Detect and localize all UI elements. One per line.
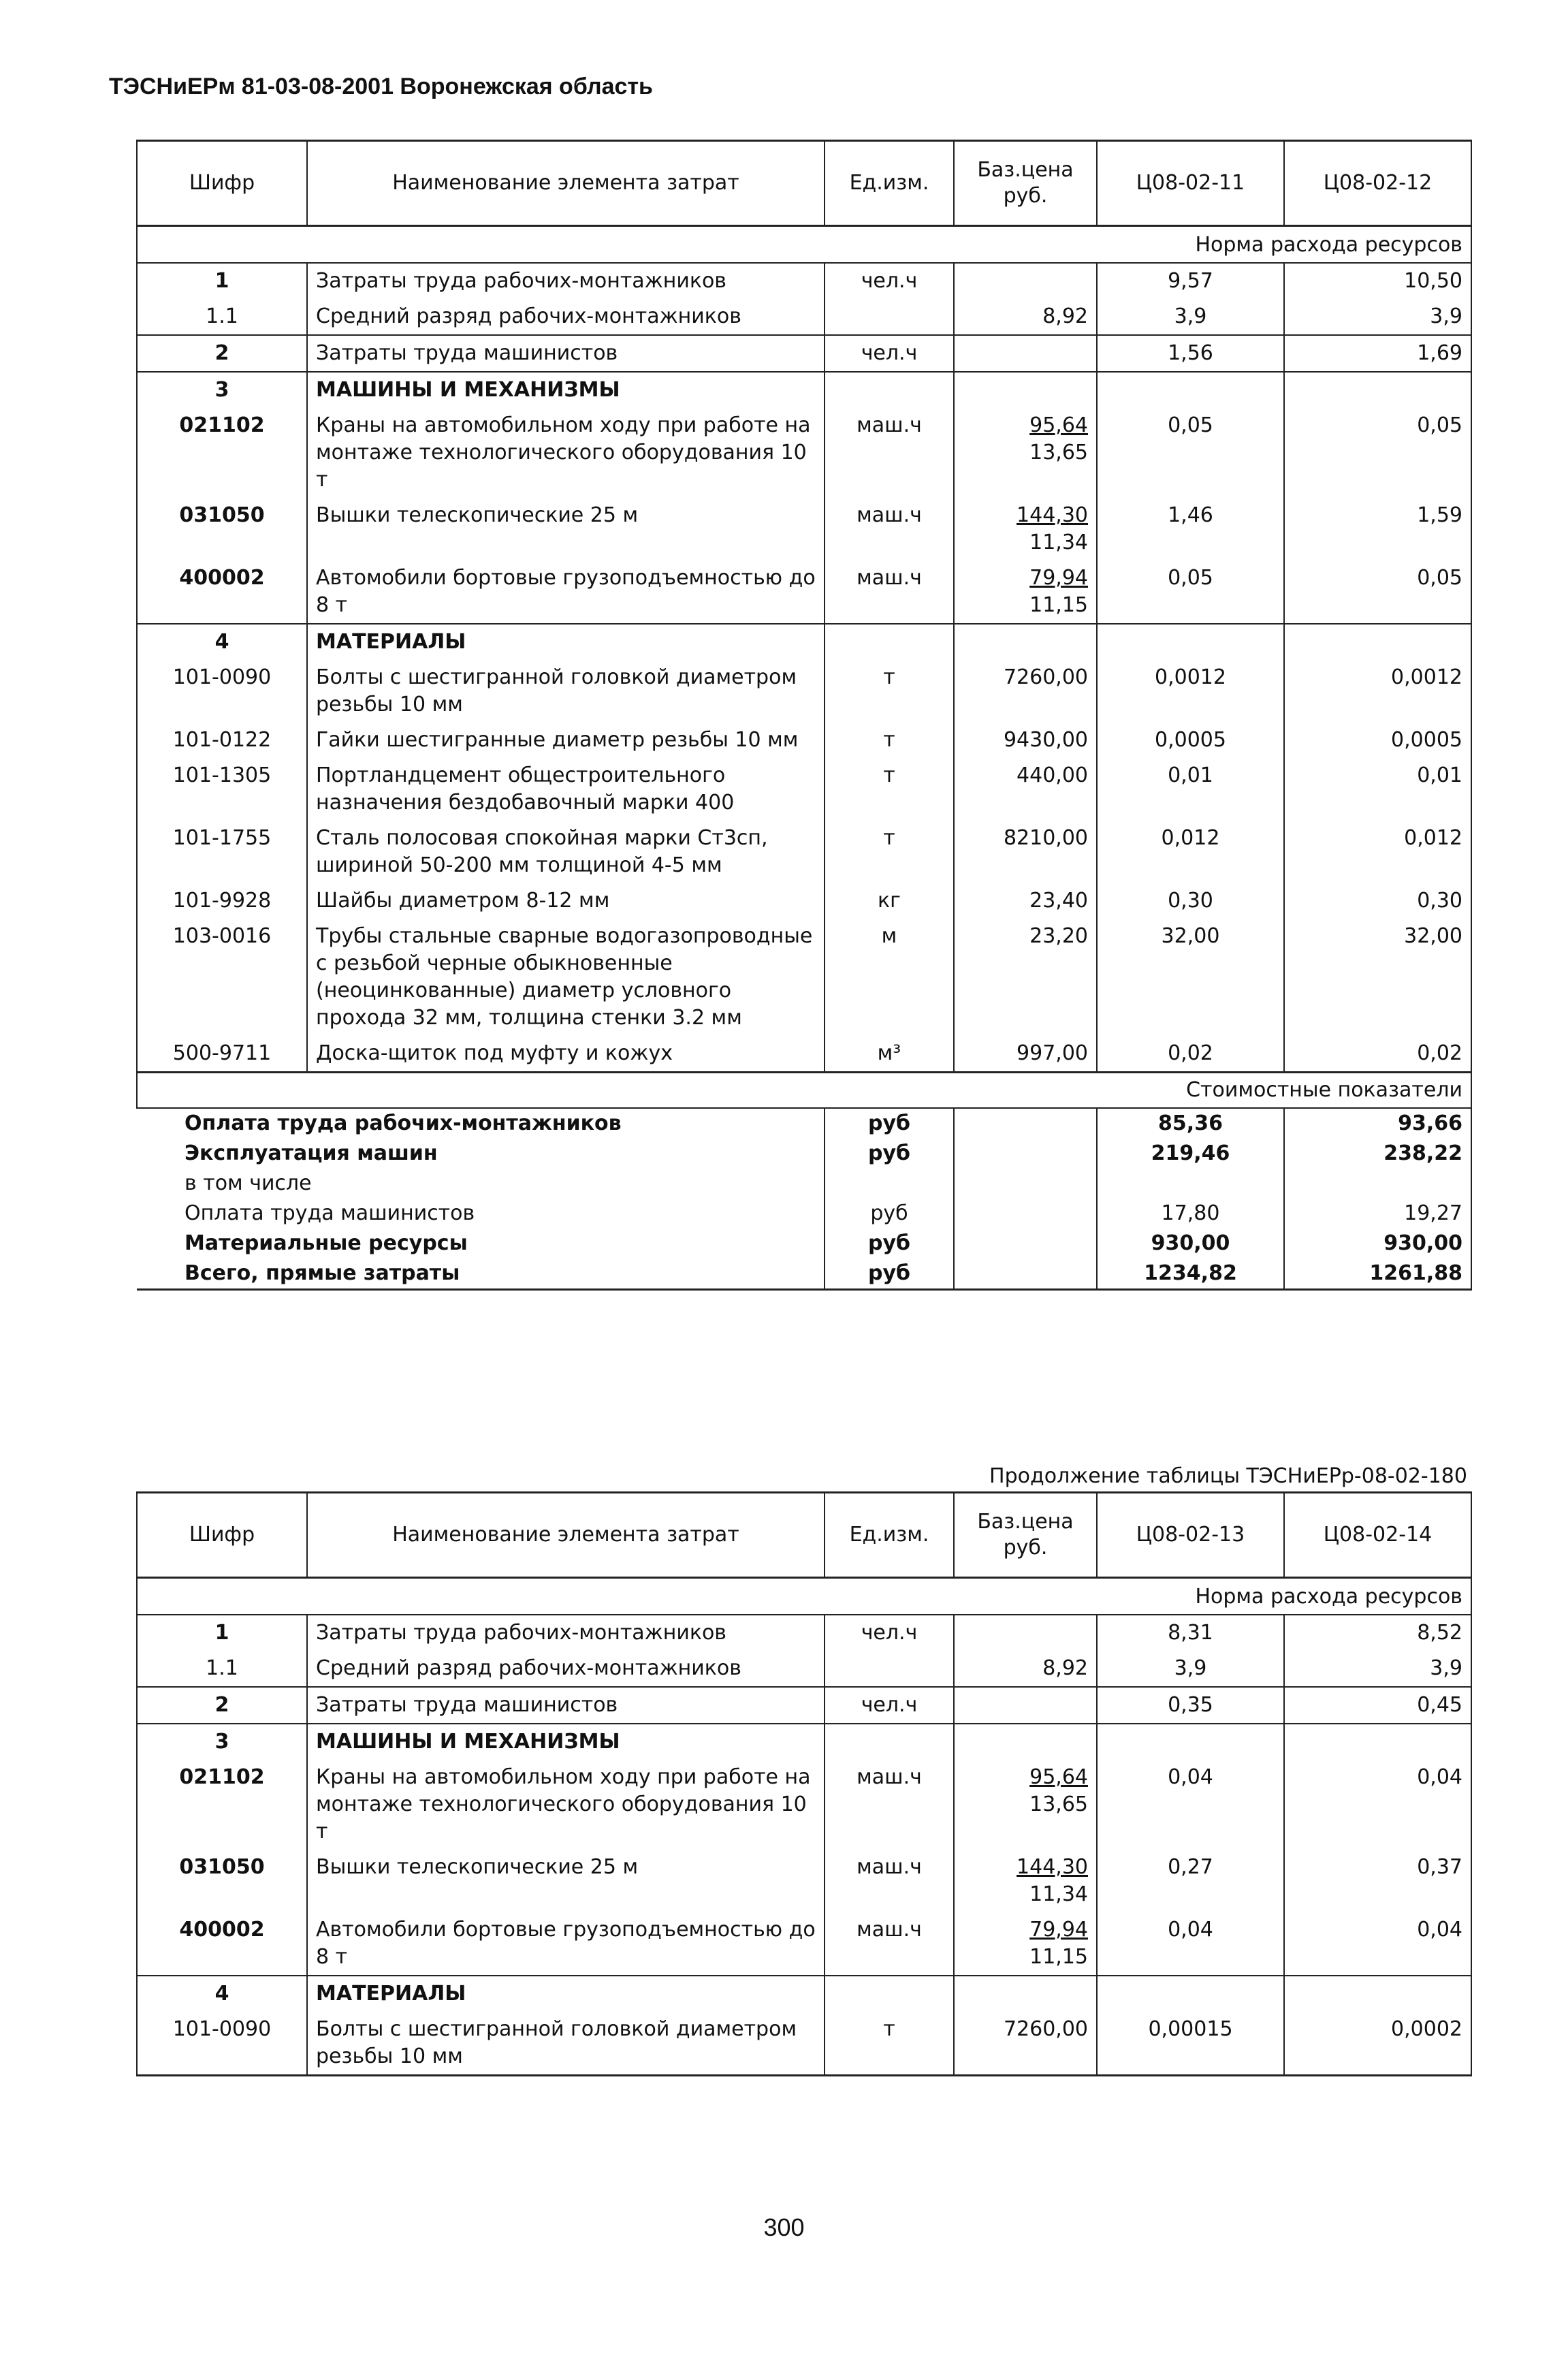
table-row: [137, 1912, 1471, 1976]
table-body: [137, 263, 1471, 1073]
cell-norm-2: 0,02: [1284, 1036, 1471, 1073]
table-row: [137, 263, 1471, 299]
summary-price: [954, 1139, 1097, 1169]
price-secondary: 13,65: [1029, 1792, 1088, 1816]
cell-code: 101-1305: [137, 758, 307, 821]
cell-norm-1: [1097, 624, 1284, 660]
cell-code: 101-0122: [137, 723, 307, 758]
price-value: 8210,00: [1003, 826, 1088, 850]
cell-name: Краны на автомобильном ходу при работе на монтаже технологического оборудования 10 т: [307, 408, 825, 498]
summary-price: [954, 1169, 1097, 1199]
cell-name: Шайбы диаметром 8-12 мм: [307, 883, 825, 919]
cell-norm-1: 1,56: [1097, 335, 1284, 372]
cell-norm-2: 3,9: [1284, 299, 1471, 335]
cell-price: [954, 758, 1097, 821]
cell-unit: маш.ч: [825, 1912, 954, 1976]
cell-norm-1: [1097, 1976, 1284, 2012]
cell-unit: чел.ч: [825, 1615, 954, 1651]
table-row: [137, 883, 1471, 919]
cell-name: Затраты труда машинистов: [307, 1687, 825, 1724]
summary-unit: руб: [825, 1139, 954, 1169]
summary-value-1: 219,46: [1097, 1139, 1284, 1169]
cell-unit: чел.ч: [825, 1687, 954, 1724]
table-row: [137, 408, 1471, 498]
price-value: 7260,00: [1003, 665, 1088, 689]
cell-norm-2: 0,04: [1284, 1912, 1471, 1976]
cell-unit: т: [825, 758, 954, 821]
cell-code: 1.1: [137, 1651, 307, 1687]
cell-code: 031050: [137, 498, 307, 560]
summary-unit: руб: [825, 1229, 954, 1259]
cell-name: МАШИНЫ И МЕХАНИЗМЫ: [307, 1724, 825, 1760]
cell-code: 4: [137, 624, 307, 660]
summary-unit: руб: [825, 1108, 954, 1139]
cell-name: Средний разряд рабочих-монтажников: [307, 1651, 825, 1687]
table-row: [137, 1651, 1471, 1687]
norm-header-row: [137, 1578, 1471, 1615]
summary-row: [137, 1139, 1471, 1169]
cell-code: 031050: [137, 1850, 307, 1912]
cell-norm-2: 0,01: [1284, 758, 1471, 821]
summary-row: [137, 1259, 1471, 1290]
col-header-norm-2: Ц08-02-14: [1284, 1493, 1471, 1578]
cell-norm-2: [1284, 624, 1471, 660]
summary-value-2: 930,00: [1284, 1229, 1471, 1259]
cell-price: [954, 498, 1097, 560]
table-row: [137, 1724, 1471, 1760]
cell-code: 3: [137, 1724, 307, 1760]
summary-row: [137, 1199, 1471, 1229]
cell-code: 1.1: [137, 299, 307, 335]
summary-label: в том числе: [137, 1169, 825, 1199]
cell-price: [954, 1912, 1097, 1976]
continuation-caption: Продолжение таблицы ТЭСНиЕРр-08-02-180: [989, 1464, 1467, 1488]
cell-price: [954, 1850, 1097, 1912]
col-header-norm-1: Ц08-02-11: [1097, 141, 1284, 226]
estimate-table-2: [136, 1491, 1472, 2076]
price-value: 79,94: [1029, 566, 1088, 590]
cell-norm-2: 10,50: [1284, 263, 1471, 299]
page-number: 300: [763, 2213, 805, 2241]
cell-code: 103-0016: [137, 919, 307, 1036]
cell-price: [954, 372, 1097, 408]
table-row: [137, 335, 1471, 372]
price-value: 144,30: [1017, 503, 1088, 527]
table-row: [137, 299, 1471, 335]
cell-price: [954, 1687, 1097, 1724]
table-row: [137, 758, 1471, 821]
cell-norm-1: 0,02: [1097, 1036, 1284, 1073]
cell-unit: [825, 1724, 954, 1760]
table-row: [137, 821, 1471, 883]
cell-unit: [825, 1976, 954, 2012]
cell-price: [954, 624, 1097, 660]
cell-code: 101-0090: [137, 660, 307, 723]
norm-header-row: [137, 226, 1471, 264]
cell-norm-1: 0,01: [1097, 758, 1284, 821]
cell-name: Гайки шестигранные диаметр резьбы 10 мм: [307, 723, 825, 758]
summary-value-2: 1261,88: [1284, 1259, 1471, 1290]
cell-norm-1: 0,04: [1097, 1760, 1284, 1850]
price-value: 7260,00: [1003, 2017, 1088, 2041]
price-value: 79,94: [1029, 1918, 1088, 1942]
cell-norm-2: 1,59: [1284, 498, 1471, 560]
price-secondary: 11,34: [1029, 1882, 1088, 1906]
table-header-row: [137, 141, 1471, 226]
cell-norm-2: 3,9: [1284, 1651, 1471, 1687]
cell-price: [954, 1615, 1097, 1651]
summary-value-2: [1284, 1169, 1471, 1199]
cell-name: Автомобили бортовые грузоподъемностью до 8 т: [307, 560, 825, 624]
cell-price: [954, 723, 1097, 758]
cell-code: 3: [137, 372, 307, 408]
price-value: 144,30: [1017, 1855, 1088, 1879]
summary-unit: руб: [825, 1259, 954, 1290]
cell-norm-1: 9,57: [1097, 263, 1284, 299]
cell-unit: кг: [825, 883, 954, 919]
cell-unit: маш.ч: [825, 1850, 954, 1912]
price-value: 8,92: [1042, 304, 1088, 328]
cell-norm-1: 3,9: [1097, 1651, 1284, 1687]
cell-norm-1: 0,05: [1097, 560, 1284, 624]
table-row: [137, 660, 1471, 723]
cell-norm-1: 0,0012: [1097, 660, 1284, 723]
price-secondary: 13,65: [1029, 441, 1088, 464]
cell-norm-2: 8,52: [1284, 1615, 1471, 1651]
cell-unit: т: [825, 660, 954, 723]
cell-code: 2: [137, 1687, 307, 1724]
cell-unit: чел.ч: [825, 335, 954, 372]
cell-norm-1: 32,00: [1097, 919, 1284, 1036]
summary-unit: руб: [825, 1199, 954, 1229]
table-row: [137, 624, 1471, 660]
col-header-code: Шифр: [137, 141, 307, 226]
cell-code: 1: [137, 1615, 307, 1651]
summary-price: [954, 1199, 1097, 1229]
summary-value-2: 93,66: [1284, 1108, 1471, 1139]
table-row: [137, 372, 1471, 408]
price-value: 23,40: [1029, 889, 1088, 913]
cell-norm-2: 0,0005: [1284, 723, 1471, 758]
summary-price: [954, 1259, 1097, 1290]
summary-value-1: [1097, 1169, 1284, 1199]
cell-code: 021102: [137, 1760, 307, 1850]
cell-code: 101-0090: [137, 2012, 307, 2076]
cost-header: Стоимостные показатели: [137, 1073, 1471, 1109]
cell-price: [954, 299, 1097, 335]
summary-label: Оплата труда машинистов: [137, 1199, 825, 1229]
cell-norm-1: 8,31: [1097, 1615, 1284, 1651]
summary-value-1: 930,00: [1097, 1229, 1284, 1259]
col-header-price: Баз.цена руб.: [954, 141, 1097, 226]
norm-header: Норма расхода ресурсов: [137, 226, 1471, 264]
cell-norm-2: 0,05: [1284, 560, 1471, 624]
col-header-norm-1: Ц08-02-13: [1097, 1493, 1284, 1578]
summary-label: Всего, прямые затраты: [137, 1259, 825, 1290]
cell-norm-2: 0,30: [1284, 883, 1471, 919]
cell-price: [954, 883, 1097, 919]
price-value: 23,20: [1029, 924, 1088, 948]
cell-norm-2: 32,00: [1284, 919, 1471, 1036]
cell-name: Трубы стальные сварные водогазопроводные с резьбой черные обыкновенные (неоцинкованные) диаметр условного прохода 32 мм, толщина стенки 3.2 мм: [307, 919, 825, 1036]
cell-name: Болты с шестигранной головкой диаметром резьбы 10 мм: [307, 660, 825, 723]
cell-norm-2: 0,04: [1284, 1760, 1471, 1850]
col-header-name: Наименование элемента затрат: [307, 1493, 825, 1578]
cell-norm-1: 0,04: [1097, 1912, 1284, 1976]
cell-price: [954, 1760, 1097, 1850]
table-row: [137, 498, 1471, 560]
cell-name: Портландцемент общестроительного назначения бездобавочный марки 400: [307, 758, 825, 821]
cell-norm-2: 0,012: [1284, 821, 1471, 883]
cell-norm-2: 0,0012: [1284, 660, 1471, 723]
cell-name: Средний разряд рабочих-монтажников: [307, 299, 825, 335]
cell-name: Автомобили бортовые грузоподъемностью до 8 т: [307, 1912, 825, 1976]
cell-unit: т: [825, 723, 954, 758]
cell-price: [954, 1976, 1097, 2012]
summary-value-1: 1234,82: [1097, 1259, 1284, 1290]
cell-norm-1: 3,9: [1097, 299, 1284, 335]
summary-value-2: 238,22: [1284, 1139, 1471, 1169]
norm-header: Норма расхода ресурсов: [137, 1578, 1471, 1615]
summary-unit: [825, 1169, 954, 1199]
cell-unit: маш.ч: [825, 408, 954, 498]
summary-label: Оплата труда рабочих-монтажников: [137, 1108, 825, 1139]
estimate-table-1: [136, 140, 1472, 1291]
cell-price: [954, 1036, 1097, 1073]
cell-norm-1: 0,012: [1097, 821, 1284, 883]
cell-unit: т: [825, 2012, 954, 2076]
cell-code: 4: [137, 1976, 307, 2012]
cell-name: Затраты труда рабочих-монтажников: [307, 263, 825, 299]
price-value: 95,64: [1029, 413, 1088, 437]
table-body: [137, 1615, 1471, 2076]
col-header-name: Наименование элемента затрат: [307, 141, 825, 226]
cell-code: 101-9928: [137, 883, 307, 919]
summary-row: [137, 1229, 1471, 1259]
cell-unit: маш.ч: [825, 560, 954, 624]
cell-price: [954, 560, 1097, 624]
table-row: [137, 2012, 1471, 2076]
table-row: [137, 1760, 1471, 1850]
cell-norm-2: 0,45: [1284, 1687, 1471, 1724]
cell-code: 400002: [137, 1912, 307, 1976]
summary-value-1: 85,36: [1097, 1108, 1284, 1139]
cell-code: 2: [137, 335, 307, 372]
cell-norm-2: [1284, 372, 1471, 408]
col-header-unit: Ед.изм.: [825, 141, 954, 226]
cell-norm-2: [1284, 1724, 1471, 1760]
table-row: [137, 919, 1471, 1036]
col-header-price: Баз.цена руб.: [954, 1493, 1097, 1578]
table-header-row: [137, 1493, 1471, 1578]
cell-norm-1: [1097, 372, 1284, 408]
cell-norm-1: 0,0005: [1097, 723, 1284, 758]
cell-name: МАТЕРИАЛЫ: [307, 1976, 825, 2012]
cell-norm-1: 0,27: [1097, 1850, 1284, 1912]
cell-name: Болты с шестигранной головкой диаметром резьбы 10 мм: [307, 2012, 825, 2076]
cell-name: МАШИНЫ И МЕХАНИЗМЫ: [307, 372, 825, 408]
cell-norm-1: [1097, 1724, 1284, 1760]
cell-price: [954, 821, 1097, 883]
cost-header-row: [137, 1073, 1471, 1109]
cell-name: Вышки телескопические 25 м: [307, 1850, 825, 1912]
cell-norm-2: 1,69: [1284, 335, 1471, 372]
price-value: 95,64: [1029, 1765, 1088, 1789]
cell-norm-2: 0,05: [1284, 408, 1471, 498]
table-row: [137, 560, 1471, 624]
summary-value-1: 17,80: [1097, 1199, 1284, 1229]
summary-body: [137, 1108, 1471, 1290]
cell-unit: [825, 299, 954, 335]
summary-price: [954, 1229, 1097, 1259]
cell-norm-1: 1,46: [1097, 498, 1284, 560]
cell-code: 500-9711: [137, 1036, 307, 1073]
cell-name: Сталь полосовая спокойная марки Ст3сп, шириной 50-200 мм толщиной 4-5 мм: [307, 821, 825, 883]
table-row: [137, 1687, 1471, 1724]
price-value: 440,00: [1017, 763, 1088, 787]
cell-unit: маш.ч: [825, 1760, 954, 1850]
table-row: [137, 723, 1471, 758]
cell-norm-1: 0,35: [1097, 1687, 1284, 1724]
summary-row: [137, 1108, 1471, 1139]
cell-code: 1: [137, 263, 307, 299]
table-row: [137, 1976, 1471, 2012]
table-row: [137, 1850, 1471, 1912]
summary-label: Материальные ресурсы: [137, 1229, 825, 1259]
cell-code: 101-1755: [137, 821, 307, 883]
cell-unit: [825, 1651, 954, 1687]
cell-price: [954, 2012, 1097, 2076]
price-value: 8,92: [1042, 1656, 1088, 1680]
table-row: [137, 1615, 1471, 1651]
cell-norm-1: 0,00015: [1097, 2012, 1284, 2076]
cell-unit: чел.ч: [825, 263, 954, 299]
summary-price: [954, 1108, 1097, 1139]
cell-name: Доска-щиток под муфту и кожух: [307, 1036, 825, 1073]
cell-price: [954, 408, 1097, 498]
cell-price: [954, 1724, 1097, 1760]
cell-unit: маш.ч: [825, 498, 954, 560]
col-header-unit: Ед.изм.: [825, 1493, 954, 1578]
cell-name: Затраты труда машинистов: [307, 335, 825, 372]
col-header-norm-2: Ц08-02-12: [1284, 141, 1471, 226]
cell-unit: т: [825, 821, 954, 883]
price-secondary: 11,34: [1029, 531, 1088, 554]
cell-code: 400002: [137, 560, 307, 624]
cell-price: [954, 335, 1097, 372]
price-value: 997,00: [1017, 1041, 1088, 1065]
cell-unit: [825, 624, 954, 660]
price-secondary: 11,15: [1029, 1945, 1088, 1969]
cell-unit: м: [825, 919, 954, 1036]
cell-unit: [825, 372, 954, 408]
cell-norm-2: 0,0002: [1284, 2012, 1471, 2076]
cell-price: [954, 1651, 1097, 1687]
cell-unit: м³: [825, 1036, 954, 1073]
cell-name: Вышки телескопические 25 м: [307, 498, 825, 560]
price-value: 9430,00: [1003, 728, 1088, 752]
summary-value-2: 19,27: [1284, 1199, 1471, 1229]
cell-norm-1: 0,30: [1097, 883, 1284, 919]
table-row: [137, 1036, 1471, 1073]
cell-norm-2: [1284, 1976, 1471, 2012]
cell-code: 021102: [137, 408, 307, 498]
price-secondary: 11,15: [1029, 593, 1088, 617]
cell-price: [954, 919, 1097, 1036]
document-header: ТЭСНиЕРм 81-03-08-2001 Воронежская область: [109, 74, 653, 99]
cell-price: [954, 660, 1097, 723]
cell-price: [954, 263, 1097, 299]
cell-norm-2: 0,37: [1284, 1850, 1471, 1912]
summary-label: Эксплуатация машин: [137, 1139, 825, 1169]
cell-norm-1: 0,05: [1097, 408, 1284, 498]
cell-name: Затраты труда рабочих-монтажников: [307, 1615, 825, 1651]
summary-row: [137, 1169, 1471, 1199]
cell-name: Краны на автомобильном ходу при работе на монтаже технологического оборудования 10 т: [307, 1760, 825, 1850]
col-header-code: Шифр: [137, 1493, 307, 1578]
cell-name: МАТЕРИАЛЫ: [307, 624, 825, 660]
